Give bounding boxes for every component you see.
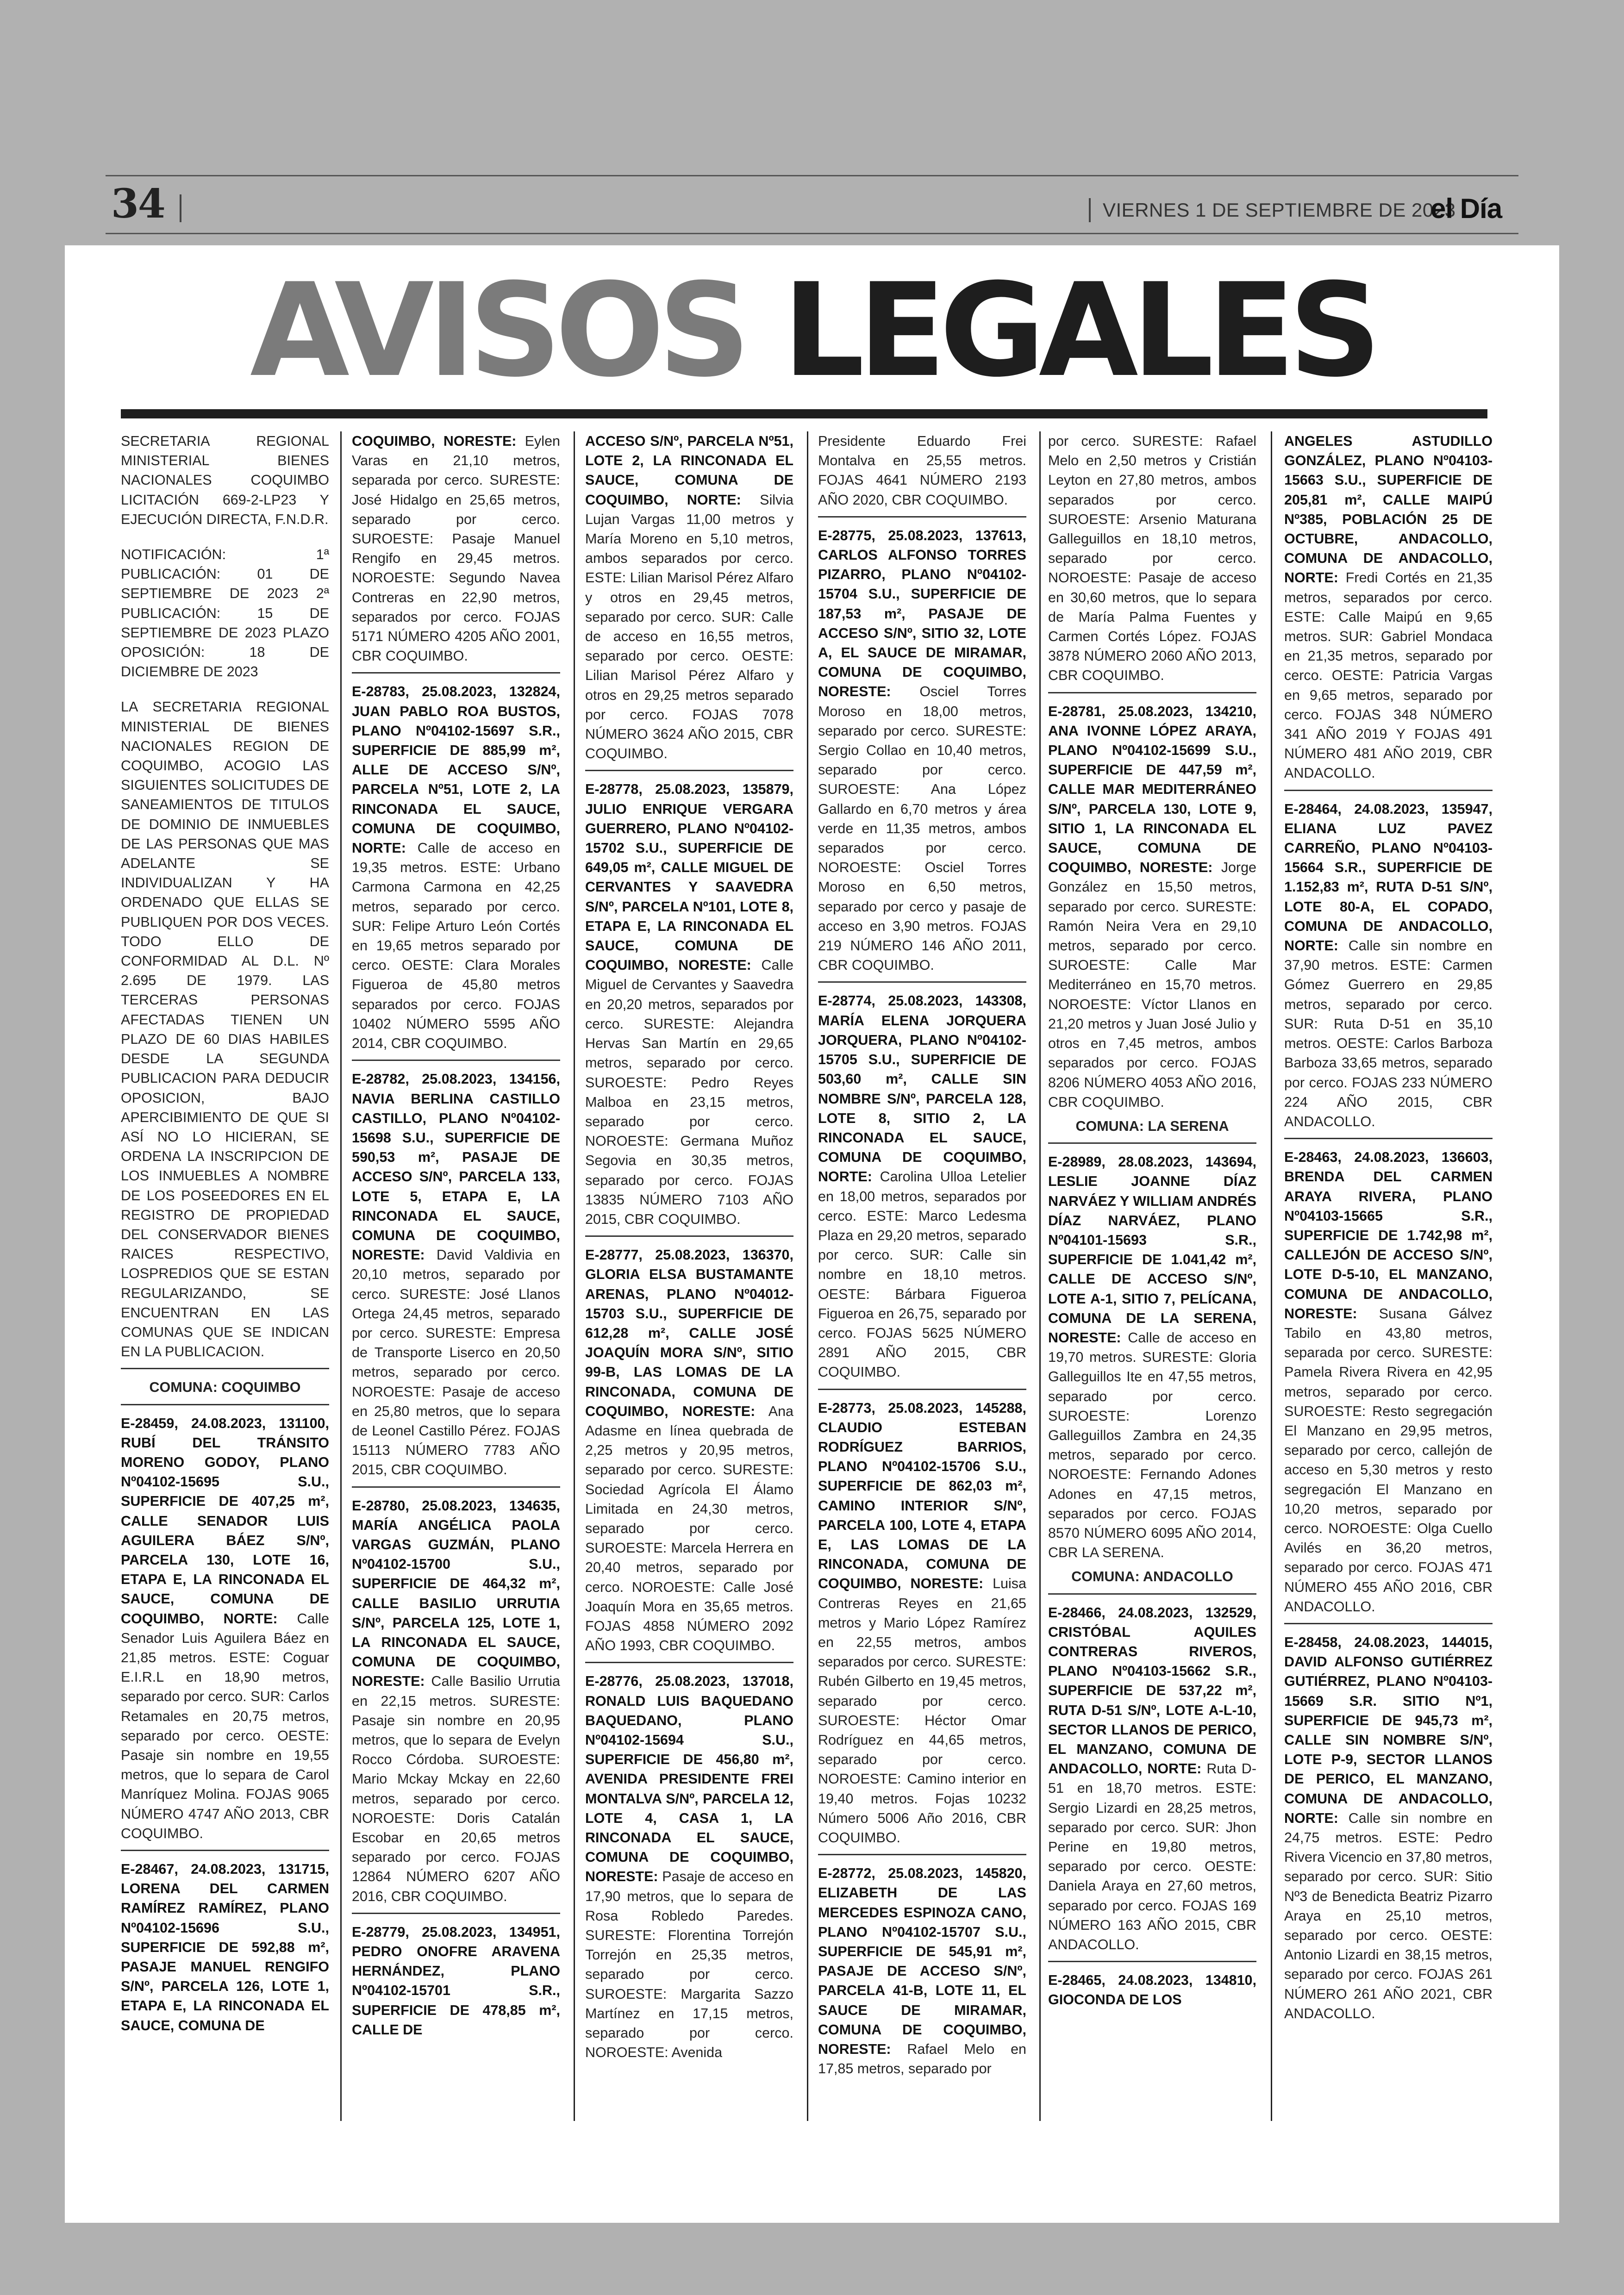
notice-heading: E-28465, 24.08.2023, 134810, GIOCONDA DE LOS [1048, 1972, 1256, 2008]
separator [121, 1850, 329, 1851]
notice-body: Luisa Contreras Reyes en 21,65 metros y Mario López Ramírez en 22,55 metros, ambos separados por cerco. SURESTE: Rubén Gilberto en 19,45 metros, separado por cerco. SUROESTE: Héctor Omar Rodríguez en 44,65 metros, separado por cerco. NOROESTE: Camino interior en 19,40 metros. Fojas 10232 Número 5006 Año 2016, CBR COQUIMBO. [818, 1576, 1026, 1846]
notice-body: Calle Senador Luis Aguilera Báez en 21,85 metros. ESTE: Coguar E.I.R.L en 18,90 metros, separado por cerco. SUR: Carlos Retamales en 20,75 metros, separado por cerco. OESTE: Pasaje sin nombre en 19,55 metros, que lo separa de Carol Manríquez Molina. FOJAS 9065 NÚMERO 4747 AÑO 2013, CBR COQUIMBO. [121, 1610, 329, 1841]
notice-body: Osciel Torres Moroso en 18,00 metros, separado por cerco. SURESTE: Sergio Collao en 10,40 metros, separado por cerco. SUROESTE: Ana López Gallardo en 6,70 metros y área verde en 11,35 metros, ambos separados por cerco. NOROESTE: Osciel Torres Moroso en 6,50 metros, separado por cerco y pasaje de acceso en 3,90 metros. FOJAS 219 NÚMERO 146 AÑO 2011, CBR COQUIMBO. [818, 684, 1026, 973]
notice-body: Jorge González en 15,50 metros, separado por cerco. SURESTE: Ramón Neira Vera en 29,10 metros, separado por cerco. SUROESTE: Calle Mar Mediterráneo en 15,70 metros. NOROESTE: Víctor Llanos en 21,20 metros y Juan José Julio y otros en 7,45 metros, ambos separados por cerco. FOJAS 8206 NÚMERO 4053 AÑO 2016, CBR COQUIMBO. [1048, 860, 1256, 1110]
legal-notice [585, 431, 793, 763]
notice-heading: E-28773, 25.08.2023, 145288, CLAUDIO ESTEBAN RODRÍGUEZ BARRIOS, PLANO Nº04102-15706 S.U., SUPERFICIE DE 862,03 m², CAMINO INTERIOR S/Nº, PARCELA 100, LOTE 4, ETAPA E, LAS LOMAS DE LA RINCONADA, COMUNA DE COQUIMBO, NORESTE: [818, 1400, 1026, 1592]
legal-notice [1048, 431, 1256, 686]
notice-body: Ruta D-51 en 18,70 metros. ESTE: Sergio Lizardi en 28,25 metros, separado por cerco. SUR: Jhon Perine en 19,80 metros, separado por cerco. OESTE: Daniela Araya en 27,60 metros, separado por cerco. FOJAS 169 NÚMERO 163 AÑO 2015, CBR ANDACOLLO. [1048, 1761, 1256, 1953]
column-4 [818, 431, 1026, 2121]
legal-notice [818, 526, 1026, 975]
notice-heading: E-28782, 25.08.2023, 134156, NAVIA BERLINA CASTILLO CASTILLO, PLANO Nº04102-15698 S.U., SUPERFICIE DE 590,53 m², PASAJE DE ACCESO S/Nº, PARCELA 133, LOTE 5, ETAPA E, LA RINCONADA EL SAUCE, COMUNA DE COQUIMBO, NORESTE: [352, 1071, 560, 1263]
issue-date: VIERNES 1 DE SEPTIEMBRE DE 2023 [1103, 199, 1456, 221]
separator [121, 1368, 329, 1369]
notice-body: Eylen Varas en 21,10 metros, separada por cerco. SURESTE: José Hidalgo en 25,65 metros, separado por cerco. SUROESTE: Pasaje Manuel Rengifo en 29,45 metros. NOROESTE: Segundo Navea Contreras en 22,90 metros, separados por cerco. FOJAS 5171 NÚMERO 4205 AÑO 2001, CBR COQUIMBO. [352, 433, 560, 664]
separator [585, 1662, 793, 1663]
notice-body: David Valdivia en 20,10 metros, separado por cerco. SURESTE: José Llanos Ortega 24,45 metros, separado por cerco. SURESTE: Empresa de Transporte Liserco en 20,50 metros, separado por cerco. NOROESTE: Pasaje de acceso en 25,80 metros, que lo separa de Leonel Castillo Pérez. FOJAS 15113 NÚMERO 7783 AÑO 2015, CBR COQUIMBO. [352, 1247, 560, 1478]
notice-body: Susana Gálvez Tabilo en 43,80 metros, separada por cerco. SURESTE: Pamela Rivera Rivera en 42,95 metros, separado por cerco. SUROESTE: Resto segregación El Manzano en 29,95 metros, separado por cerco, callejón de acceso en 5,30 metros y resto segregación El Manzano en 10,20 metros, separado por cerco. NOROESTE: Olga Cuello Avilés en 36,20 metros, separado por cerco. FOJAS 471 NÚMERO 455 AÑO 2016, CBR ANDACOLLO. [1284, 1305, 1493, 1615]
title-word-avisos: AVISOS [250, 256, 744, 405]
header-top-rule [106, 175, 1518, 176]
notice-body: Calle de acceso en 19,35 metros. ESTE: Urbano Carmona Carmona en 42,25 metros, separado por cerco. SUR: Felipe Arturo León Cortés en 19,65 metros separado por cerco. OESTE: Clara Morales Figueroa de 45,80 metros separados por cerco. FOJAS 10402 NÚMERO 5595 AÑO 2014, CBR COQUIMBO. [352, 840, 560, 1052]
notice-heading: E-28780, 25.08.2023, 134635, MARÍA ANGÉLICA PAOLA VARGAS GUZMÁN, PLANO Nº04102-15700 S.U., SUPERFICIE DE 464,32 m², CALLE BASILIO URRUTIA S/Nº, PARCELA 125, LOTE 1, LA RINCONADA EL SAUCE, COMUNA DE COQUIMBO, NORESTE: [352, 1497, 560, 1690]
intro-header: SECRETARIA REGIONAL MINISTERIAL BIENES NACIONALES COQUIMBO LICITACIÓN 669-2-LP23 Y EJECUCIÓN DIRECTA, F.N.D.R. [121, 433, 329, 527]
column-rule [1039, 431, 1041, 2121]
separator [818, 1389, 1026, 1390]
notice-heading: E-28783, 25.08.2023, 132824, JUAN PABLO ROA BUSTOS, PLANO Nº04102-15697 S.R., SUPERFICIE DE 885,99 m², ALLE DE ACCESO S/Nº, PARCELA Nº51, LOTE 2, LA RINCONADA EL SAUCE, COMUNA DE COQUIMBO, NORTE: [352, 684, 560, 856]
separator [818, 981, 1026, 983]
legal-notice [818, 431, 1026, 510]
legal-notice [585, 780, 793, 1229]
column-2 [352, 431, 560, 2121]
notice-body: Calle de acceso en 19,70 metros. SURESTE: Gloria Galleguillos Ite en 47,55 metros, separado por cerco. SUROESTE: Lorenzo Galleguillos Zambra en 24,35 metros, separado por cerco. NOROESTE: Fernando Adones Adones en 47,15 metros, separados por cerco. FOJAS 8570 NÚMERO 6095 AÑO 2014, CBR LA SERENA. [1048, 1329, 1256, 1561]
legal-notice [352, 431, 560, 666]
notice-heading: E-28464, 24.08.2023, 135947, ELIANA LUZ PAVEZ CARREÑO, PLANO Nº04103-15664 S.R., SUPERFICIE DE 1.152,83 m², RUTA D-51 S/Nº, LOTE 80-A, EL COPADO, COMUNA DE ANDACOLLO, NORTE: [1284, 801, 1493, 954]
legal-notice [818, 1398, 1026, 1848]
notice-heading: E-28779, 25.08.2023, 134951, PEDRO ONOFRE ARAVENA HERNÁNDEZ, PLANO Nº04102-15701 S.R., SUPERFICIE DE 478,85 m², CALLE DE [352, 1924, 560, 2038]
separator [1284, 790, 1493, 791]
column-5 [1048, 431, 1256, 2121]
separator [121, 1404, 329, 1405]
notice-heading: ACCESO S/Nº, PARCELA Nº51, LOTE 2, LA RINCONADA EL SAUCE, COMUNA DE COQUIMBO, NORTE: [585, 433, 793, 508]
legal-notice [1284, 1148, 1493, 1616]
legal-notice [352, 682, 560, 1053]
separator [352, 1060, 560, 1061]
notice-heading: E-28778, 25.08.2023, 135879, JULIO ENRIQUE VERGARA GUERRERO, PLANO Nº04102-15702 S.U., SUPERFICIE DE 649,05 m², CALLE MIGUEL DE CERVANTES Y SAAVEDRA S/Nº, PARCELA Nº101, LOTE 8, ETAPA E, LA RINCONADA EL SAUCE, COMUNA DE COQUIMBO, NORESTE: [585, 781, 793, 973]
section-heading-la-serena: COMUNA: LA SERENA [1075, 1118, 1229, 1134]
notice-heading: E-28459, 24.08.2023, 131100, RUBÍ DEL TRÁNSITO MORENO GODOY, PLANO Nº04102-15695 S.U., SUPERFICIE DE 407,25 m², CALLE SENADOR LUIS AGUILERA BÁEZ S/Nº, PARCELA 130, LOTE 16, ETAPA E, LA RINCONADA EL SAUCE, COMUNA DE COQUIMBO, NORTE: [121, 1415, 329, 1627]
legal-notice [1284, 431, 1493, 783]
intro-publication-dates: NOTIFICACIÓN: 1ª PUBLICACIÓN: 01 DE SEPTIEMBRE DE 2023 2ª PUBLICACIÓN: 15 DE SEPTIEMBRE DE 2023 PLAZO OPOSICIÓN: 18 DE DICIEMBRE DE 2023 [121, 547, 329, 680]
column-6 [1284, 431, 1493, 2121]
notice-body: Silvia Lujan Vargas 11,00 metros y María Moreno en 5,10 metros, ambos separados por cerco. ESTE: Lilian Marisol Pérez Alfaro y otros en 29,45 metros, separado por cerco. SUR: Calle de acceso en 16,55 metros, separado por cerco. OESTE: Lilian Marisol Pérez Alfaro y otros en 29,25 metros separado por cerco. FOJAS 7078 NÚMERO 3624 AÑO 2015, CBR COQUIMBO. [585, 492, 793, 762]
column-rule [340, 431, 342, 2121]
title-word-legales: LEGALES [782, 256, 1375, 405]
notice-body: Calle sin nombre en 37,90 metros. ESTE: Carmen Gómez Guerrero en 29,85 metros, separado por cerco. SUR: Ruta D-51 en 35,10 metros. OESTE: Carlos Barboza Barboza 33,65 metros, separado por cerco. FOJAS 233 NÚMERO 224 AÑO 2015, CBR ANDACOLLO. [1284, 938, 1493, 1129]
legal-notice [1048, 702, 1256, 1112]
separator [1284, 1623, 1493, 1624]
notice-body: Calle Basilio Urrutia en 22,15 metros. SURESTE: Pasaje sin nombre en 20,95 metros, que lo separa de Evelyn Rocco Córdoba. SUROESTE: Mario Mckay Mckay en 22,60 metros, separado por cerco. NOROESTE: Doris Catalán Escobar en 20,65 metros separado por cerco. FOJAS 12864 NÚMERO 6207 AÑO 2016, CBR COQUIMBO. [352, 1673, 560, 1904]
column-3 [585, 431, 793, 2121]
section-heading-andacollo: COMUNA: ANDACOLLO [1071, 1569, 1233, 1585]
date-divider [1089, 198, 1091, 222]
legal-notice [1284, 1633, 1493, 2023]
notice-heading: E-28777, 25.08.2023, 136370, GLORIA ELSA BUSTAMANTE ARENAS, PLANO Nº04012-15703 S.U., SUPERFICIE DE 612,28 m², CALLE JOSÉ JOAQUÍN MORA S/Nº, SITIO 99-B, LAS LOMAS DE LA RINCONADA, COMUNA DE COQUIMBO, NORESTE: [585, 1247, 793, 1419]
header-bottom-rule [106, 233, 1518, 234]
column-rule [574, 431, 575, 2121]
page-number-divider [180, 194, 181, 222]
newspaper-logo: el Día [1430, 193, 1502, 224]
legal-notice [1048, 1152, 1256, 1562]
separator [818, 1854, 1026, 1855]
notice-heading: COQUIMBO, NORESTE: [352, 433, 517, 449]
notice-heading: E-28774, 25.08.2023, 143308, MARÍA ELENA JORQUERA JORQUERA, PLANO Nº04102-15705 S.U., SUPERFICIE DE 503,60 m², CALLE SIN NOMBRE S/Nº, PARCELA 128, LOTE 8, SITIO 2, LA RINCONADA EL SAUCE, COMUNA DE COQUIMBO, NORTE: [818, 993, 1026, 1185]
column-rule [1271, 431, 1272, 2121]
notice-heading: E-28463, 24.08.2023, 136603, BRENDA DEL CARMEN ARAYA RIVERA, PLANO Nº04103-15665 S.R., SUPERFICIE DE 1.742,98 m², CALLEJÓN DE ACCESO S/Nº, LOTE D-5-10, EL MANZANO, COMUNA DE ANDACOLLO, NORESTE: [1284, 1149, 1493, 1322]
notice-body: por cerco. SURESTE: Rafael Melo en 2,50 metros y Cristián Leyton en 27,80 metros, ambos separados por cerco. SUROESTE: Arsenio Maturana Galleguillos en 18,10 metros, separado por cerco. NOROESTE: Pasaje de acceso en 30,60 metros, que lo separa de María Palma Fuentes y Carmen Cortés López. FOJAS 3878 NÚMERO 2060 AÑO 2013, CBR COQUIMBO. [1048, 433, 1256, 684]
separator [585, 1235, 793, 1237]
notice-heading: E-28772, 25.08.2023, 145820, ELIZABETH DE LAS MERCEDES ESPINOZA CANO, PLANO Nº04102-15707 S.U., SUPERFICIE DE 545,91 m², PASAJE DE ACCESO S/Nº, PARCELA 41-B, LOTE 11, EL SAUCE DE MIRAMAR, COMUNA DE COQUIMBO, NORESTE: [818, 1865, 1026, 2058]
notice-body: Calle sin nombre en 24,75 metros. ESTE: Pedro Rivera Vicencio en 37,80 metros, separado por cerco. SUR: Sitio Nº3 de Benedicta Beatriz Pizarro Araya en 25,10 metros, separado por cerco. OESTE: Antonio Lizardi en 38,15 metros, separado por cerco. FOJAS 261 NÚMERO 261 AÑO 2021, CBR ANDACOLLO. [1284, 1810, 1493, 2021]
notice-body: Calle Miguel de Cervantes y Saavedra en 20,20 metros, separados por cerco. SURESTE: Alejandra Hervas San Martín en 29,65 metros, separado por cerco. SUROESTE: Pedro Reyes Malboa en 23,15 metros, separado por cerco. NOROESTE: Germana Muñoz Segovia en 30,35 metros, separado por cerco. FOJAS 13835 NÚMERO 7103 AÑO 2015, CBR COQUIMBO. [585, 957, 793, 1227]
separator [352, 672, 560, 674]
notice-body: Ana Adasme en línea quebrada de 2,25 metros y 20,95 metros, separado por cerco. SURESTE: Sociedad Agrícola El Álamo Limitada en 24,30 metros, separado por cerco. SUROESTE: Marcela Herrera en 20,40 metros, separado por cerco. NOROESTE: Calle José Joaquín Mora en 35,65 metros. FOJAS 4858 NÚMERO 2092 AÑO 1993, CBR COQUIMBO. [585, 1403, 793, 1654]
legal-notice [121, 1859, 329, 2035]
section-heading-coquimbo: COMUNA: COQUIMBO [149, 1379, 301, 1396]
section-title [250, 256, 1375, 405]
separator [1048, 1593, 1256, 1595]
legal-notice [352, 1922, 560, 2039]
notice-heading: E-28467, 24.08.2023, 131715, LORENA DEL CARMEN RAMÍREZ RAMÍREZ, PLANO Nº04102-15696 S.U., SUPERFICIE DE 592,88 m², PASAJE MANUEL RENGIFO S/Nº, PARCELA 126, LOTE 1, ETAPA E, LA RINCONADA EL SAUCE, COMUNA DE [121, 1861, 329, 2033]
separator [818, 516, 1026, 518]
notice-heading: E-28466, 24.08.2023, 132529, CRISTÓBAL AQUILES CONTRERAS RIVEROS, PLANO Nº04103-15662 S.R., SUPERFICIE DE 537,22 m², RUTA D-51 S/Nº, LOTE A-L-10, SECTOR LLANOS DE PERICO, EL MANZANO, COMUNA DE ANDACOLLO, NORTE: [1048, 1604, 1256, 1777]
title-underline-bar [121, 409, 1487, 418]
separator [352, 1913, 560, 1914]
notice-body: Carolina Ulloa Letelier en 18,00 metros, separados por cerco. ESTE: Marco Ledesma Plaza en 29,20 metros, separado por cerco. SUR: Calle sin nombre en 18,10 metros. OESTE: Bárbara Figueroa Figueroa en 26,75, separado por cerco. FOJAS 5625 NÚMERO 2891 AÑO 2015, CBR COQUIMBO. [818, 1169, 1026, 1380]
legal-notice [352, 1496, 560, 1906]
legal-notice [1284, 799, 1493, 1131]
separator [352, 1486, 560, 1488]
notice-body: Fredi Cortés en 21,35 metros, separados por cerco. ESTE: Calle Maipú en 9,65 metros. SUR: Gabriel Mondaca en 21,35 metros, separado por cerco. OESTE: Patricia Vargas en 9,65 metros, separado por cerco. FOJAS 348 NÚMERO 341 AÑO 2019 Y FOJAS 491 NÚMERO 481 AÑO 2019, CBR ANDACOLLO. [1284, 570, 1493, 781]
legal-notice [1048, 1971, 1256, 2009]
column-rule [807, 431, 808, 2121]
notice-heading: E-28989, 28.08.2023, 143694, LESLIE JOANNE DÍAZ NARVÁEZ Y WILLIAM ANDRÉS DÍAZ NARVÁEZ, PLANO Nº04101-15693 S.R., SUPERFICIE DE 1.041,42 m², CALLE DE ACCESO S/Nº, LOTE A-1, SITIO 7, PELÍCANA, COMUNA DE LA SERENA, NORESTE: [1048, 1154, 1256, 1346]
legal-notice [121, 1414, 329, 1843]
page-number: 34 [111, 181, 165, 227]
separator [1048, 692, 1256, 693]
legal-notice [585, 1245, 793, 1655]
legal-notice [1048, 1603, 1256, 1955]
legal-notice [818, 991, 1026, 1382]
separator [1284, 1138, 1493, 1139]
legal-notice [585, 1671, 793, 2062]
separator [585, 770, 793, 771]
notice-heading: ANGELES ASTUDILLO GONZÁLEZ, PLANO Nº04103-15663 S.U., SUPERFICIE DE 205,81 m², CALLE MAIPÚ Nº385, POBLACIÓN 25 DE OCTUBRE, ANDACOLLO, COMUNA DE ANDACOLLO, NORTE: [1284, 433, 1493, 586]
notice-heading: E-28775, 25.08.2023, 137613, CARLOS ALFONSO TORRES PIZARRO, PLANO Nº04102-15704 S.U., SUPERFICIE DE 187,53 m², PASAJE DE ACCESO S/Nº, SITIO 32, LOTE A, EL SAUCE DE MIRAMAR, COMUNA DE COQUIMBO, NORESTE: [818, 527, 1026, 700]
separator [1048, 1961, 1256, 1962]
legal-notice [818, 1864, 1026, 2078]
separator [1048, 1142, 1256, 1144]
notice-body: Rafael Melo en 17,85 metros, separado por [818, 2041, 1026, 2077]
notice-body: Presidente Eduardo Frei Montalva en 25,55 metros. FOJAS 4641 NÚMERO 2193 AÑO 2020, CBR COQUIMBO. [818, 433, 1026, 508]
notice-heading: E-28458, 24.08.2023, 144015, DAVID ALFONSO GUTIÉRREZ GUTIÉRREZ, PLANO Nº04103-15669 S.R. SITIO Nº1, SUPERFICIE DE 945,73 m², CALLE SIN NOMBRE S/Nº, LOTE P-9, SECTOR LLANOS DE PERICO, EL MANZANO, COMUNA DE ANDACOLLO, NORTE: [1284, 1634, 1493, 1826]
legal-notice [352, 1069, 560, 1479]
notice-body: Pasaje de acceso en 17,90 metros, que lo separa de Rosa Robledo Paredes. SURESTE: Florentina Torrejón Torrejón en 25,35 metros, separado por cerco. SUROESTE: Margarita Sazzo Martínez en 17,15 metros, separado por cerco. NOROESTE: Avenida [585, 1869, 793, 2061]
intro-body: LA SECRETARIA REGIONAL MINISTERIAL DE BIENES NACIONALES REGION DE COQUIMBO, ACOGIO LAS SIGUIENTES SOLICITUDES DE SANEAMIENTOS DE TITULOS DE DOMINIO DE INMUEBLES DE LAS PERSONAS QUE MAS ADELANTE SE INDIVIDUALIZAN Y HA ORDENADO QUE ELLAS SE PUBLIQUEN POR DOS VECES. TODO ELLO DE CONFORMIDAD AL D.L. Nº 2.695 DE 1979. LAS TERCERAS PERSONAS AFECTADAS TIENEN UN PLAZO DE 60 DIAS HABILES DESDE LA SEGUNDA PUBLICACION PARA DEDUCIR OPOSICION, BAJO APERCIBIMIENTO DE QUE SI ASÍ NO LO HICIERAN, SE ORDENA LA INSCRIPCION DE LOS INMUEBLES A NOMBRE DE LOS POSEEDORES EN EL REGISTRO DE PROPIEDAD DEL CONSERVADOR BIENES RAICES RESPECTIVO, LOSPREDIOS QUE SE ESTAN REGULARIZANDO, SE ENCUENTRAN EN LAS COMUNAS QUE SE INDICAN EN LA PUBLICACION. [121, 699, 329, 1360]
notice-heading: E-28781, 25.08.2023, 134210, ANA IVONNE LÓPEZ ARAYA, PLANO Nº04102-15699 S.U., SUPERFICIE DE 447,59 m², CALLE MAR MEDITERRÁNEO S/Nº, PARCELA 130, LOTE 9, SITIO 1, LA RINCONADA EL SAUCE, COMUNA DE COQUIMBO, NORESTE: [1048, 703, 1256, 876]
notice-heading: E-28776, 25.08.2023, 137018, RONALD LUIS BAQUEDANO BAQUEDANO, PLANO Nº04102-15694 S.U., SUPERFICIE DE 456,80 m², AVENIDA PRESIDENTE FREI MONTALVA S/Nº, PARCELA 12, LOTE 4, CASA 1, LA RINCONADA EL SAUCE, COMUNA DE COQUIMBO, NORESTE: [585, 1673, 793, 1885]
column-1 [121, 431, 329, 2121]
